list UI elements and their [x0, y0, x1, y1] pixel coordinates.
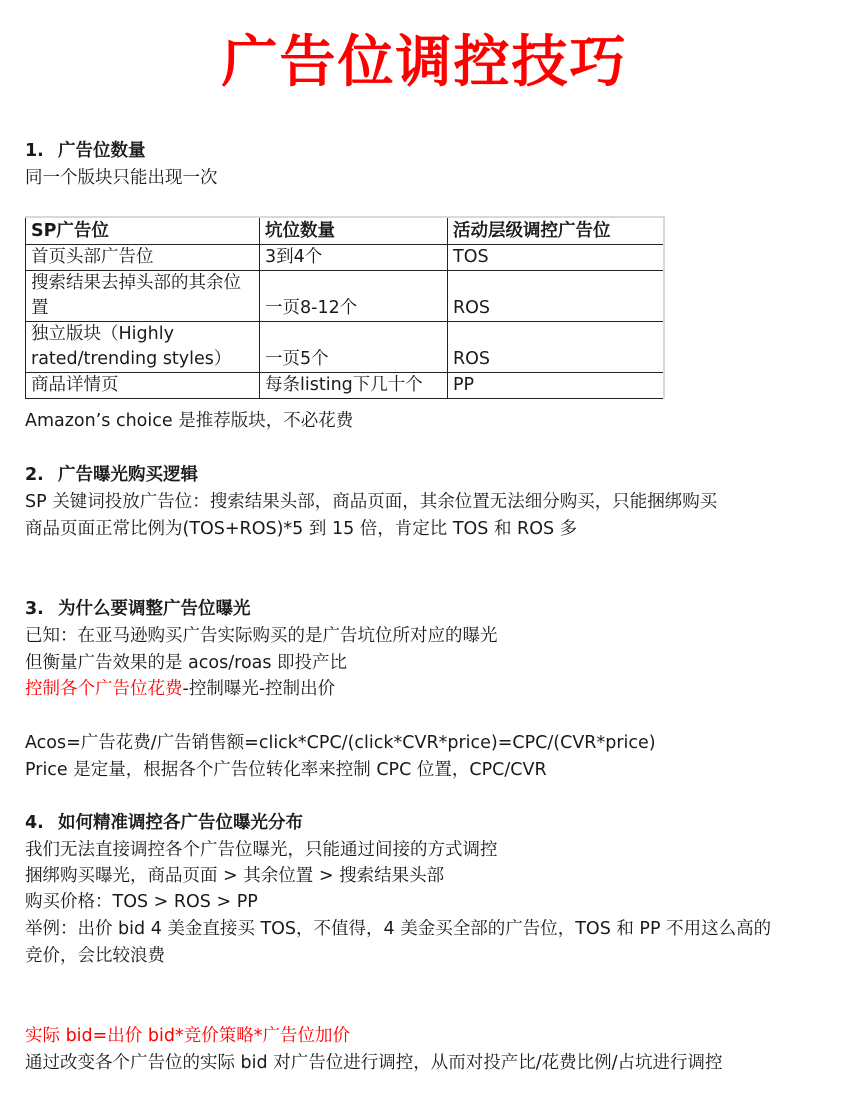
section-4-title: 如何精准调控各广告位曝光分布 [58, 813, 303, 833]
table-cell: 独立版块（Highly rated/trending styles） [26, 322, 260, 373]
table-row [26, 271, 665, 322]
section-4-line: 我们无法直接调控各个广告位曝光，只能通过间接的方式调控 [25, 840, 498, 860]
table-cell: 搜索结果去掉头部的其余位置 [26, 271, 260, 322]
section-4-line: 购买价格：TOS > ROS > PP [25, 892, 258, 912]
table-header-row [26, 217, 665, 245]
control-chain-text: -控制曝光-控制出价 [182, 679, 336, 699]
table-row [26, 322, 665, 373]
section-2-title: 广告曝光购买逻辑 [58, 465, 198, 485]
section-4-heading [25, 811, 303, 835]
table-header-cell: SP广告位 [26, 217, 260, 245]
section-2-line: SP 关键词投放广告位：搜索结果头部，商品页面，其余位置无法细分购买，只能捆绑购买 [25, 492, 718, 512]
ad-placement-table [25, 216, 665, 399]
section-3-line: 已知：在亚马逊购买广告实际购买的是广告坑位所对应的曝光 [25, 626, 498, 646]
section-2-line: 商品页面正常比例为(TOS+ROS)*5 到 15 倍，肯定比 TOS 和 ROS 多 [25, 519, 578, 539]
section-4-line: 捆绑购买曝光，商品页面 > 其余位置 > 搜索结果头部 [25, 866, 445, 886]
section-2-number: 2. [25, 465, 44, 485]
table-cell: 一页8-12个 [260, 271, 448, 322]
table-cell: PP [448, 373, 665, 399]
table-cell: TOS [448, 245, 665, 271]
section-4-number: 4. [25, 813, 44, 833]
section-4-line: 举例：出价 bid 4 美金直接买 TOS，不值得，4 美金买全部的广告位，TOS 和 PP 不用这么高的 [25, 919, 772, 939]
section-1-title: 广告位数量 [58, 141, 146, 161]
section-4-line: 竞价，会比较浪费 [25, 946, 165, 966]
bid-formula: 实际 bid=出价 bid*竞价策略*广告位加价 [25, 1026, 350, 1046]
table-cell: 3到4个 [260, 245, 448, 271]
section-3-line: 但衡量广告效果的是 acos/roas 即投产比 [25, 653, 348, 673]
table-cell: ROS [448, 271, 665, 322]
section-3-control-line [25, 677, 335, 701]
conclusion-line: 通过改变各个广告位的实际 bid 对广告位进行调控，从而对投产比/花费比例/占坑进行调控 [25, 1053, 723, 1073]
highlight-text: 控制各个广告位花费 [25, 679, 183, 699]
table-cell: ROS [448, 322, 665, 373]
price-line: Price 是定量，根据各个广告位转化率来控制 CPC 位置，CPC/CVR [25, 760, 547, 780]
table-cell: 每条listing下几十个 [260, 373, 448, 399]
table-row [26, 245, 665, 271]
table-header-cell: 活动层级调控广告位 [448, 217, 665, 245]
section-3-heading [25, 597, 251, 621]
section-1-heading [25, 139, 146, 163]
table-cell: 首页头部广告位 [26, 245, 260, 271]
page-title: 广告位调控技巧 [221, 30, 628, 95]
table-row [26, 373, 665, 399]
section-3-number: 3. [25, 599, 44, 619]
acos-formula: Acos=广告花费/广告销售额=click*CPC/(click*CVR*price)=CPC/(CVR*price) [25, 733, 656, 753]
section-2-heading [25, 463, 198, 487]
table-cell: 商品详情页 [26, 373, 260, 399]
section-1-number: 1. [25, 141, 44, 161]
section-3-title: 为什么要调整广告位曝光 [58, 599, 251, 619]
table-cell: 一页5个 [260, 322, 448, 373]
table-header-cell: 坑位数量 [260, 217, 448, 245]
section-1-text: 同一个版块只能出现一次 [25, 168, 218, 188]
amazon-choice-note: Amazon’s choice 是推荐版块，不必花费 [25, 411, 354, 431]
